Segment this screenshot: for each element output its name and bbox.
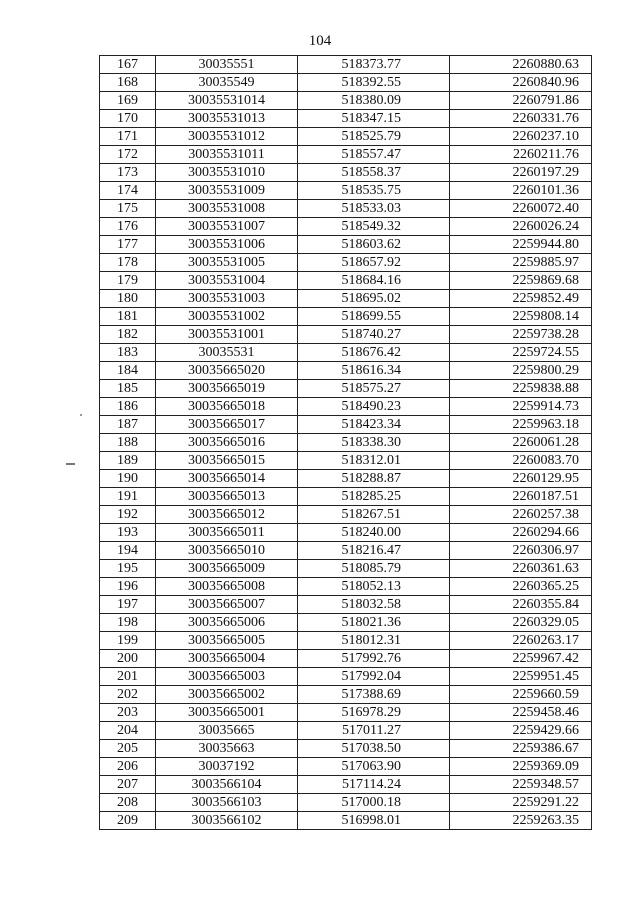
row-number-cell: 203	[100, 704, 156, 722]
table-row	[100, 74, 592, 92]
point-code-cell: 30035531012	[156, 128, 298, 146]
table-row	[100, 596, 592, 614]
row-number-cell: 172	[100, 146, 156, 164]
x-coordinate-cell: 517000.18	[298, 794, 450, 812]
row-number-cell: 169	[100, 92, 156, 110]
y-coordinate-cell: 2259348.57	[450, 776, 592, 794]
row-number-cell: 206	[100, 758, 156, 776]
row-number-cell: 174	[100, 182, 156, 200]
y-coordinate-cell: 2260840.96	[450, 74, 592, 92]
table-row	[100, 434, 592, 452]
row-number-cell: 189	[100, 452, 156, 470]
y-coordinate-cell: 2259914.73	[450, 398, 592, 416]
x-coordinate-cell: 518085.79	[298, 560, 450, 578]
row-number-cell: 180	[100, 290, 156, 308]
table-row	[100, 200, 592, 218]
row-number-cell: 185	[100, 380, 156, 398]
y-coordinate-cell: 2260129.95	[450, 470, 592, 488]
row-number-cell: 187	[100, 416, 156, 434]
point-code-cell: 30037192	[156, 758, 298, 776]
x-coordinate-cell: 518558.37	[298, 164, 450, 182]
y-coordinate-cell: 2260263.17	[450, 632, 592, 650]
x-coordinate-cell: 518338.30	[298, 434, 450, 452]
point-code-cell: 30035531010	[156, 164, 298, 182]
row-number-cell: 184	[100, 362, 156, 380]
row-number-cell: 168	[100, 74, 156, 92]
point-code-cell: 30035551	[156, 56, 298, 74]
row-number-cell: 201	[100, 668, 156, 686]
row-number-cell: 197	[100, 596, 156, 614]
point-code-cell: 30035549	[156, 74, 298, 92]
table-row	[100, 632, 592, 650]
x-coordinate-cell: 518533.03	[298, 200, 450, 218]
y-coordinate-cell: 2259869.68	[450, 272, 592, 290]
y-coordinate-cell: 2259944.80	[450, 236, 592, 254]
point-code-cell: 30035663	[156, 740, 298, 758]
table-row	[100, 452, 592, 470]
x-coordinate-cell: 518603.62	[298, 236, 450, 254]
x-coordinate-cell: 517063.90	[298, 758, 450, 776]
table-row	[100, 560, 592, 578]
y-coordinate-cell: 2259369.09	[450, 758, 592, 776]
row-number-cell: 193	[100, 524, 156, 542]
row-number-cell: 208	[100, 794, 156, 812]
table-row	[100, 578, 592, 596]
point-code-cell: 30035665011	[156, 524, 298, 542]
x-coordinate-cell: 518267.51	[298, 506, 450, 524]
table-row	[100, 290, 592, 308]
scan-dot	[80, 414, 82, 416]
y-coordinate-cell: 2260072.40	[450, 200, 592, 218]
y-coordinate-cell: 2260365.25	[450, 578, 592, 596]
row-number-cell: 190	[100, 470, 156, 488]
row-number-cell: 209	[100, 812, 156, 830]
point-code-cell: 3003566103	[156, 794, 298, 812]
table-row	[100, 164, 592, 182]
row-number-cell: 204	[100, 722, 156, 740]
y-coordinate-cell: 2260331.76	[450, 110, 592, 128]
row-number-cell: 181	[100, 308, 156, 326]
row-number-cell: 205	[100, 740, 156, 758]
y-coordinate-cell: 2259738.28	[450, 326, 592, 344]
x-coordinate-cell: 516998.01	[298, 812, 450, 830]
table-row	[100, 488, 592, 506]
point-code-cell: 30035531004	[156, 272, 298, 290]
point-code-cell: 30035665018	[156, 398, 298, 416]
point-code-cell: 30035665008	[156, 578, 298, 596]
x-coordinate-cell: 518216.47	[298, 542, 450, 560]
point-code-cell: 30035531007	[156, 218, 298, 236]
table-row	[100, 398, 592, 416]
point-code-cell: 30035531002	[156, 308, 298, 326]
point-code-cell: 30035665017	[156, 416, 298, 434]
row-number-cell: 173	[100, 164, 156, 182]
y-coordinate-cell: 2260237.10	[450, 128, 592, 146]
table-row	[100, 308, 592, 326]
y-coordinate-cell: 2259951.45	[450, 668, 592, 686]
table-row	[100, 56, 592, 74]
point-code-cell: 30035665014	[156, 470, 298, 488]
table-row	[100, 740, 592, 758]
y-coordinate-cell: 2259808.14	[450, 308, 592, 326]
table-row	[100, 794, 592, 812]
row-number-cell: 196	[100, 578, 156, 596]
point-code-cell: 30035665010	[156, 542, 298, 560]
table-row	[100, 236, 592, 254]
point-code-cell: 30035665015	[156, 452, 298, 470]
y-coordinate-cell: 2259838.88	[450, 380, 592, 398]
x-coordinate-cell: 518347.15	[298, 110, 450, 128]
y-coordinate-cell: 2260355.84	[450, 596, 592, 614]
row-number-cell: 177	[100, 236, 156, 254]
table-row	[100, 110, 592, 128]
point-code-cell: 30035665020	[156, 362, 298, 380]
point-code-cell: 30035665019	[156, 380, 298, 398]
table-row	[100, 344, 592, 362]
x-coordinate-cell: 518373.77	[298, 56, 450, 74]
table-row	[100, 380, 592, 398]
row-number-cell: 202	[100, 686, 156, 704]
x-coordinate-cell: 518699.55	[298, 308, 450, 326]
table-row	[100, 812, 592, 830]
table-row	[100, 542, 592, 560]
table-row	[100, 668, 592, 686]
table-row	[100, 506, 592, 524]
y-coordinate-cell: 2260061.28	[450, 434, 592, 452]
point-code-cell: 30035665005	[156, 632, 298, 650]
row-number-cell: 179	[100, 272, 156, 290]
y-coordinate-cell: 2259852.49	[450, 290, 592, 308]
x-coordinate-cell: 518525.79	[298, 128, 450, 146]
y-coordinate-cell: 2260329.05	[450, 614, 592, 632]
x-coordinate-cell: 518549.32	[298, 218, 450, 236]
y-coordinate-cell: 2259967.42	[450, 650, 592, 668]
table-row	[100, 650, 592, 668]
row-number-cell: 167	[100, 56, 156, 74]
table-row	[100, 272, 592, 290]
y-coordinate-cell: 2260187.51	[450, 488, 592, 506]
y-coordinate-cell: 2260026.24	[450, 218, 592, 236]
point-code-cell: 30035665006	[156, 614, 298, 632]
y-coordinate-cell: 2260294.66	[450, 524, 592, 542]
y-coordinate-cell: 2259263.35	[450, 812, 592, 830]
table-row	[100, 254, 592, 272]
point-code-cell: 30035665004	[156, 650, 298, 668]
point-code-cell: 30035531013	[156, 110, 298, 128]
x-coordinate-cell: 518380.09	[298, 92, 450, 110]
table-row	[100, 776, 592, 794]
y-coordinate-cell: 2260197.29	[450, 164, 592, 182]
table-row	[100, 362, 592, 380]
point-code-cell: 3003566104	[156, 776, 298, 794]
scan-mark	[66, 463, 75, 465]
table-row	[100, 146, 592, 164]
x-coordinate-cell: 518490.23	[298, 398, 450, 416]
table-row	[100, 326, 592, 344]
row-number-cell: 171	[100, 128, 156, 146]
point-code-cell: 3003566102	[156, 812, 298, 830]
x-coordinate-cell: 517011.27	[298, 722, 450, 740]
row-number-cell: 198	[100, 614, 156, 632]
x-coordinate-cell: 518535.75	[298, 182, 450, 200]
point-code-cell: 30035665003	[156, 668, 298, 686]
point-code-cell: 30035665	[156, 722, 298, 740]
y-coordinate-cell: 2260306.97	[450, 542, 592, 560]
y-coordinate-cell: 2259800.29	[450, 362, 592, 380]
y-coordinate-cell: 2259724.55	[450, 344, 592, 362]
x-coordinate-cell: 518240.00	[298, 524, 450, 542]
y-coordinate-cell: 2260361.63	[450, 560, 592, 578]
x-coordinate-cell: 518392.55	[298, 74, 450, 92]
x-coordinate-cell: 518676.42	[298, 344, 450, 362]
table-row	[100, 182, 592, 200]
row-number-cell: 170	[100, 110, 156, 128]
point-code-cell: 30035531011	[156, 146, 298, 164]
x-coordinate-cell: 518557.47	[298, 146, 450, 164]
row-number-cell: 182	[100, 326, 156, 344]
point-code-cell: 30035665002	[156, 686, 298, 704]
point-code-cell: 30035531006	[156, 236, 298, 254]
row-number-cell: 176	[100, 218, 156, 236]
row-number-cell: 200	[100, 650, 156, 668]
point-code-cell: 30035531005	[156, 254, 298, 272]
table-row	[100, 470, 592, 488]
point-code-cell: 30035665001	[156, 704, 298, 722]
table-row	[100, 758, 592, 776]
y-coordinate-cell: 2259885.97	[450, 254, 592, 272]
point-code-cell: 30035665013	[156, 488, 298, 506]
x-coordinate-cell: 518616.34	[298, 362, 450, 380]
x-coordinate-cell: 517992.04	[298, 668, 450, 686]
x-coordinate-cell: 518312.01	[298, 452, 450, 470]
y-coordinate-cell: 2260211.76	[450, 146, 592, 164]
table-row	[100, 614, 592, 632]
row-number-cell: 192	[100, 506, 156, 524]
y-coordinate-cell: 2260083.70	[450, 452, 592, 470]
row-number-cell: 195	[100, 560, 156, 578]
x-coordinate-cell: 518052.13	[298, 578, 450, 596]
row-number-cell: 175	[100, 200, 156, 218]
row-number-cell: 178	[100, 254, 156, 272]
coordinates-table-wrapper	[99, 55, 592, 830]
page-number: 104	[308, 33, 332, 49]
x-coordinate-cell: 518684.16	[298, 272, 450, 290]
point-code-cell: 30035531008	[156, 200, 298, 218]
table-row	[100, 704, 592, 722]
y-coordinate-cell: 2259963.18	[450, 416, 592, 434]
x-coordinate-cell: 517388.69	[298, 686, 450, 704]
point-code-cell: 30035531	[156, 344, 298, 362]
table-row	[100, 92, 592, 110]
point-code-cell: 30035665016	[156, 434, 298, 452]
row-number-cell: 207	[100, 776, 156, 794]
x-coordinate-cell: 518695.02	[298, 290, 450, 308]
x-coordinate-cell: 518423.34	[298, 416, 450, 434]
x-coordinate-cell: 518288.87	[298, 470, 450, 488]
y-coordinate-cell: 2259291.22	[450, 794, 592, 812]
y-coordinate-cell: 2259429.66	[450, 722, 592, 740]
table-row	[100, 416, 592, 434]
coordinates-table	[99, 55, 592, 830]
table-row	[100, 686, 592, 704]
table-row	[100, 128, 592, 146]
x-coordinate-cell: 518021.36	[298, 614, 450, 632]
x-coordinate-cell: 516978.29	[298, 704, 450, 722]
point-code-cell: 30035531003	[156, 290, 298, 308]
point-code-cell: 30035665007	[156, 596, 298, 614]
x-coordinate-cell: 518032.58	[298, 596, 450, 614]
x-coordinate-cell: 517992.76	[298, 650, 450, 668]
point-code-cell: 30035531009	[156, 182, 298, 200]
table-row	[100, 722, 592, 740]
table-row	[100, 218, 592, 236]
row-number-cell: 186	[100, 398, 156, 416]
y-coordinate-cell: 2259386.67	[450, 740, 592, 758]
y-coordinate-cell: 2259458.46	[450, 704, 592, 722]
y-coordinate-cell: 2260791.86	[450, 92, 592, 110]
y-coordinate-cell: 2259660.59	[450, 686, 592, 704]
table-row	[100, 524, 592, 542]
x-coordinate-cell: 518575.27	[298, 380, 450, 398]
y-coordinate-cell: 2260101.36	[450, 182, 592, 200]
x-coordinate-cell: 517114.24	[298, 776, 450, 794]
x-coordinate-cell: 518285.25	[298, 488, 450, 506]
row-number-cell: 188	[100, 434, 156, 452]
x-coordinate-cell: 518012.31	[298, 632, 450, 650]
x-coordinate-cell: 518740.27	[298, 326, 450, 344]
x-coordinate-cell: 518657.92	[298, 254, 450, 272]
row-number-cell: 194	[100, 542, 156, 560]
row-number-cell: 191	[100, 488, 156, 506]
point-code-cell: 30035531001	[156, 326, 298, 344]
y-coordinate-cell: 2260257.38	[450, 506, 592, 524]
point-code-cell: 30035531014	[156, 92, 298, 110]
table-body	[100, 56, 592, 830]
x-coordinate-cell: 517038.50	[298, 740, 450, 758]
row-number-cell: 183	[100, 344, 156, 362]
row-number-cell: 199	[100, 632, 156, 650]
y-coordinate-cell: 2260880.63	[450, 56, 592, 74]
point-code-cell: 30035665012	[156, 506, 298, 524]
point-code-cell: 30035665009	[156, 560, 298, 578]
